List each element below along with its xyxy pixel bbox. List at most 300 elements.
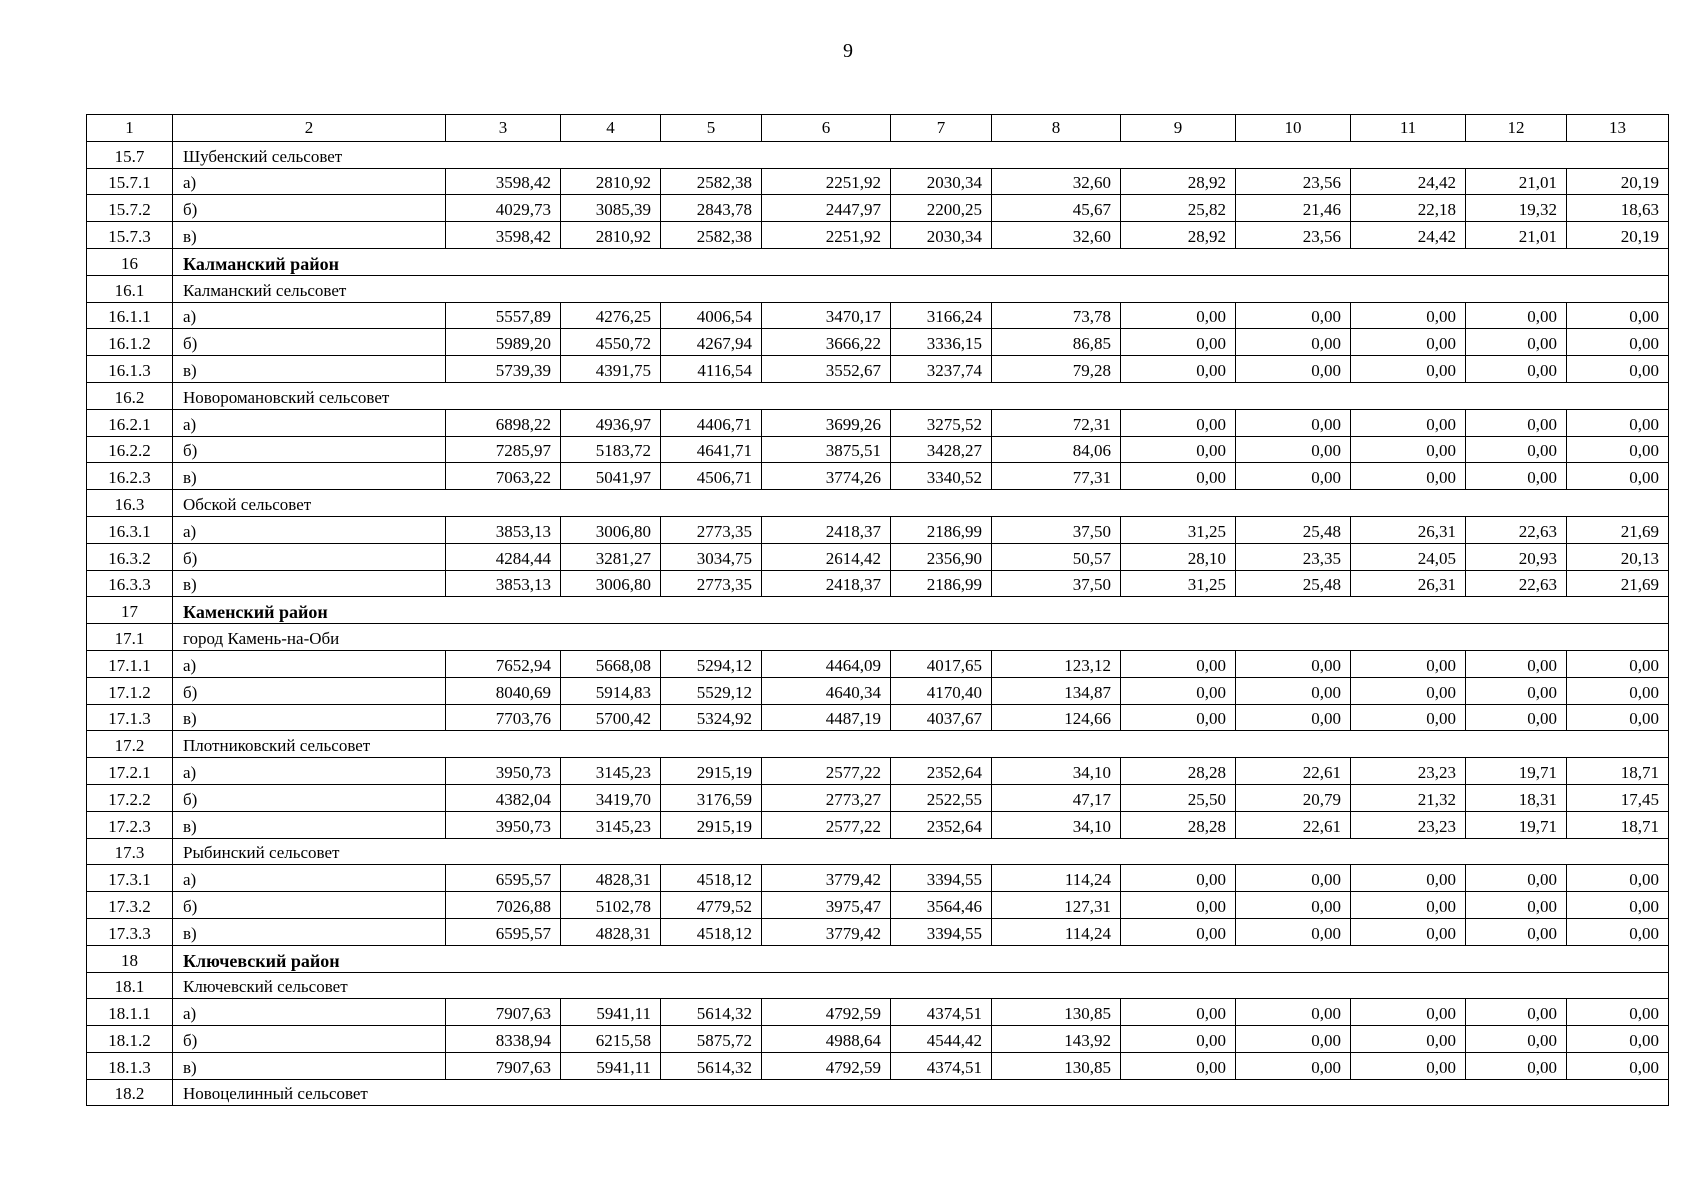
row-code-cell: 17.3 bbox=[87, 838, 173, 865]
value-cell: 123,12 bbox=[992, 650, 1121, 677]
district-row bbox=[87, 597, 1669, 624]
value-cell: 0,00 bbox=[1466, 409, 1567, 436]
row-variant-cell: в) bbox=[173, 463, 446, 490]
table-row bbox=[87, 811, 1669, 838]
value-cell: 0,00 bbox=[1236, 999, 1351, 1026]
value-cell: 2522,55 bbox=[891, 784, 992, 811]
value-cell: 4267,94 bbox=[661, 329, 762, 356]
row-variant-cell: а) bbox=[173, 999, 446, 1026]
row-code-cell: 18.1.2 bbox=[87, 1026, 173, 1053]
value-cell: 0,00 bbox=[1351, 436, 1466, 463]
value-cell: 23,56 bbox=[1236, 222, 1351, 249]
value-cell: 3394,55 bbox=[891, 918, 992, 945]
value-cell: 4550,72 bbox=[561, 329, 661, 356]
table-row bbox=[87, 677, 1669, 704]
page-number: 9 bbox=[843, 40, 853, 62]
value-cell: 25,48 bbox=[1236, 516, 1351, 543]
value-cell: 31,25 bbox=[1121, 570, 1236, 597]
value-cell: 0,00 bbox=[1121, 918, 1236, 945]
value-cell: 2773,35 bbox=[661, 570, 762, 597]
value-cell: 0,00 bbox=[1567, 865, 1669, 892]
value-cell: 114,24 bbox=[992, 918, 1121, 945]
row-variant-cell: в) bbox=[173, 222, 446, 249]
row-code-cell: 18.1.3 bbox=[87, 1052, 173, 1079]
column-header: 5 bbox=[661, 115, 762, 142]
value-cell: 0,00 bbox=[1236, 329, 1351, 356]
value-cell: 4487,19 bbox=[762, 704, 891, 731]
value-cell: 4779,52 bbox=[661, 892, 762, 919]
value-cell: 50,57 bbox=[992, 543, 1121, 570]
row-code-cell: 17.2.1 bbox=[87, 758, 173, 785]
row-variant-cell: в) bbox=[173, 918, 446, 945]
value-cell: 6215,58 bbox=[561, 1026, 661, 1053]
value-cell: 4518,12 bbox=[661, 918, 762, 945]
value-cell: 28,28 bbox=[1121, 811, 1236, 838]
tariff-table bbox=[86, 114, 1669, 1106]
value-cell: 3419,70 bbox=[561, 784, 661, 811]
row-code-cell: 15.7 bbox=[87, 141, 173, 168]
value-cell: 4406,71 bbox=[661, 409, 762, 436]
value-cell: 0,00 bbox=[1121, 436, 1236, 463]
value-cell: 0,00 bbox=[1351, 1052, 1466, 1079]
row-variant-cell: б) bbox=[173, 195, 446, 222]
row-variant-cell: б) bbox=[173, 677, 446, 704]
value-cell: 0,00 bbox=[1121, 892, 1236, 919]
value-cell: 3006,80 bbox=[561, 570, 661, 597]
value-cell: 3598,42 bbox=[446, 168, 561, 195]
value-cell: 19,32 bbox=[1466, 195, 1567, 222]
value-cell: 0,00 bbox=[1236, 1052, 1351, 1079]
column-header: 3 bbox=[446, 115, 561, 142]
settlement-name-cell: Калманский сельсовет bbox=[173, 275, 1669, 302]
row-code-cell: 15.7.2 bbox=[87, 195, 173, 222]
table-row bbox=[87, 463, 1669, 490]
value-cell: 2030,34 bbox=[891, 168, 992, 195]
value-cell: 0,00 bbox=[1351, 650, 1466, 677]
value-cell: 0,00 bbox=[1351, 356, 1466, 383]
section-row bbox=[87, 490, 1669, 517]
section-row bbox=[87, 275, 1669, 302]
value-cell: 7063,22 bbox=[446, 463, 561, 490]
section-row bbox=[87, 731, 1669, 758]
row-code-cell: 16.2.1 bbox=[87, 409, 173, 436]
value-cell: 0,00 bbox=[1466, 892, 1567, 919]
row-code-cell: 17.2.2 bbox=[87, 784, 173, 811]
settlement-name-cell: Шубенский сельсовет bbox=[173, 141, 1669, 168]
value-cell: 0,00 bbox=[1567, 463, 1669, 490]
value-cell: 5183,72 bbox=[561, 436, 661, 463]
value-cell: 0,00 bbox=[1121, 1026, 1236, 1053]
value-cell: 2577,22 bbox=[762, 758, 891, 785]
value-cell: 3034,75 bbox=[661, 543, 762, 570]
value-cell: 5668,08 bbox=[561, 650, 661, 677]
settlement-name-cell: Новоцелинный сельсовет bbox=[173, 1079, 1669, 1106]
value-cell: 0,00 bbox=[1236, 409, 1351, 436]
row-code-cell: 17.1.1 bbox=[87, 650, 173, 677]
value-cell: 0,00 bbox=[1236, 302, 1351, 329]
value-cell: 5875,72 bbox=[661, 1026, 762, 1053]
value-cell: 0,00 bbox=[1466, 302, 1567, 329]
value-cell: 77,31 bbox=[992, 463, 1121, 490]
value-cell: 23,56 bbox=[1236, 168, 1351, 195]
value-cell: 2915,19 bbox=[661, 811, 762, 838]
table-row bbox=[87, 543, 1669, 570]
value-cell: 4518,12 bbox=[661, 865, 762, 892]
row-variant-cell: а) bbox=[173, 650, 446, 677]
row-variant-cell: а) bbox=[173, 516, 446, 543]
value-cell: 0,00 bbox=[1121, 1052, 1236, 1079]
row-code-cell: 15.7.3 bbox=[87, 222, 173, 249]
column-header: 9 bbox=[1121, 115, 1236, 142]
row-code-cell: 18.1.1 bbox=[87, 999, 173, 1026]
value-cell: 72,31 bbox=[992, 409, 1121, 436]
value-cell: 0,00 bbox=[1567, 329, 1669, 356]
value-cell: 3853,13 bbox=[446, 516, 561, 543]
value-cell: 22,63 bbox=[1466, 516, 1567, 543]
row-code-cell: 16.1 bbox=[87, 275, 173, 302]
value-cell: 45,67 bbox=[992, 195, 1121, 222]
value-cell: 21,01 bbox=[1466, 168, 1567, 195]
value-cell: 3281,27 bbox=[561, 543, 661, 570]
value-cell: 37,50 bbox=[992, 570, 1121, 597]
value-cell: 0,00 bbox=[1567, 704, 1669, 731]
column-header: 1 bbox=[87, 115, 173, 142]
value-cell: 18,71 bbox=[1567, 811, 1669, 838]
table-row bbox=[87, 195, 1669, 222]
value-cell: 21,69 bbox=[1567, 570, 1669, 597]
value-cell: 0,00 bbox=[1121, 463, 1236, 490]
row-variant-cell: а) bbox=[173, 409, 446, 436]
value-cell: 4641,71 bbox=[661, 436, 762, 463]
column-header: 10 bbox=[1236, 115, 1351, 142]
value-cell: 26,31 bbox=[1351, 570, 1466, 597]
row-variant-cell: а) bbox=[173, 302, 446, 329]
value-cell: 0,00 bbox=[1236, 865, 1351, 892]
table-row bbox=[87, 302, 1669, 329]
value-cell: 2810,92 bbox=[561, 168, 661, 195]
value-cell: 2915,19 bbox=[661, 758, 762, 785]
table-row bbox=[87, 1026, 1669, 1053]
table-row bbox=[87, 1052, 1669, 1079]
value-cell: 3006,80 bbox=[561, 516, 661, 543]
column-header: 13 bbox=[1567, 115, 1669, 142]
column-header: 4 bbox=[561, 115, 661, 142]
value-cell: 21,46 bbox=[1236, 195, 1351, 222]
value-cell: 0,00 bbox=[1466, 1052, 1567, 1079]
value-cell: 114,24 bbox=[992, 865, 1121, 892]
value-cell: 2614,42 bbox=[762, 543, 891, 570]
value-cell: 130,85 bbox=[992, 999, 1121, 1026]
value-cell: 4988,64 bbox=[762, 1026, 891, 1053]
value-cell: 0,00 bbox=[1466, 999, 1567, 1026]
value-cell: 127,31 bbox=[992, 892, 1121, 919]
value-cell: 4544,42 bbox=[891, 1026, 992, 1053]
value-cell: 22,61 bbox=[1236, 811, 1351, 838]
value-cell: 3875,51 bbox=[762, 436, 891, 463]
value-cell: 84,06 bbox=[992, 436, 1121, 463]
value-cell: 3166,24 bbox=[891, 302, 992, 329]
value-cell: 4792,59 bbox=[762, 999, 891, 1026]
row-code-cell: 18.1 bbox=[87, 972, 173, 999]
row-code-cell: 16.3.1 bbox=[87, 516, 173, 543]
value-cell: 3779,42 bbox=[762, 918, 891, 945]
district-row bbox=[87, 945, 1669, 972]
value-cell: 0,00 bbox=[1567, 999, 1669, 1026]
value-cell: 3774,26 bbox=[762, 463, 891, 490]
value-cell: 0,00 bbox=[1121, 409, 1236, 436]
value-cell: 2418,37 bbox=[762, 516, 891, 543]
value-cell: 0,00 bbox=[1466, 356, 1567, 383]
value-cell: 4382,04 bbox=[446, 784, 561, 811]
value-cell: 7907,63 bbox=[446, 999, 561, 1026]
value-cell: 0,00 bbox=[1236, 1026, 1351, 1053]
value-cell: 5294,12 bbox=[661, 650, 762, 677]
value-cell: 0,00 bbox=[1121, 677, 1236, 704]
row-code-cell: 16.3 bbox=[87, 490, 173, 517]
value-cell: 26,31 bbox=[1351, 516, 1466, 543]
table-row bbox=[87, 516, 1669, 543]
row-code-cell: 17.3.1 bbox=[87, 865, 173, 892]
value-cell: 0,00 bbox=[1567, 1052, 1669, 1079]
value-cell: 4170,40 bbox=[891, 677, 992, 704]
value-cell: 79,28 bbox=[992, 356, 1121, 383]
district-name-cell: Каменский район bbox=[173, 597, 1669, 624]
value-cell: 28,28 bbox=[1121, 758, 1236, 785]
row-code-cell: 17.1.3 bbox=[87, 704, 173, 731]
value-cell: 0,00 bbox=[1466, 463, 1567, 490]
column-header: 7 bbox=[891, 115, 992, 142]
row-code-cell: 15.7.1 bbox=[87, 168, 173, 195]
value-cell: 3336,15 bbox=[891, 329, 992, 356]
table-row bbox=[87, 356, 1669, 383]
table-header-row bbox=[87, 115, 1669, 142]
value-cell: 3428,27 bbox=[891, 436, 992, 463]
settlement-name-cell: Ключевский сельсовет bbox=[173, 972, 1669, 999]
value-cell: 0,00 bbox=[1351, 865, 1466, 892]
value-cell: 0,00 bbox=[1567, 892, 1669, 919]
value-cell: 0,00 bbox=[1236, 677, 1351, 704]
settlement-name-cell: Обской сельсовет bbox=[173, 490, 1669, 517]
row-variant-cell: б) bbox=[173, 892, 446, 919]
value-cell: 6595,57 bbox=[446, 865, 561, 892]
value-cell: 0,00 bbox=[1567, 356, 1669, 383]
value-cell: 0,00 bbox=[1351, 463, 1466, 490]
value-cell: 0,00 bbox=[1567, 302, 1669, 329]
settlement-name-cell: Новоромановский сельсовет bbox=[173, 382, 1669, 409]
table-row bbox=[87, 570, 1669, 597]
row-code-cell: 16.3.3 bbox=[87, 570, 173, 597]
value-cell: 7652,94 bbox=[446, 650, 561, 677]
value-cell: 21,69 bbox=[1567, 516, 1669, 543]
value-cell: 2186,99 bbox=[891, 570, 992, 597]
value-cell: 2447,97 bbox=[762, 195, 891, 222]
value-cell: 21,32 bbox=[1351, 784, 1466, 811]
value-cell: 0,00 bbox=[1236, 650, 1351, 677]
district-name-cell: Ключевский район bbox=[173, 945, 1669, 972]
value-cell: 2352,64 bbox=[891, 758, 992, 785]
value-cell: 32,60 bbox=[992, 168, 1121, 195]
value-cell: 4374,51 bbox=[891, 1052, 992, 1079]
value-cell: 3598,42 bbox=[446, 222, 561, 249]
settlement-name-cell: город Камень-на-Оби bbox=[173, 624, 1669, 651]
value-cell: 2582,38 bbox=[661, 222, 762, 249]
table-row bbox=[87, 704, 1669, 731]
value-cell: 0,00 bbox=[1466, 704, 1567, 731]
value-cell: 28,92 bbox=[1121, 168, 1236, 195]
value-cell: 2200,25 bbox=[891, 195, 992, 222]
value-cell: 25,48 bbox=[1236, 570, 1351, 597]
value-cell: 18,31 bbox=[1466, 784, 1567, 811]
value-cell: 20,19 bbox=[1567, 168, 1669, 195]
value-cell: 5614,32 bbox=[661, 999, 762, 1026]
row-code-cell: 16 bbox=[87, 248, 173, 275]
value-cell: 7907,63 bbox=[446, 1052, 561, 1079]
value-cell: 0,00 bbox=[1121, 329, 1236, 356]
value-cell: 130,85 bbox=[992, 1052, 1121, 1079]
value-cell: 0,00 bbox=[1236, 436, 1351, 463]
value-cell: 0,00 bbox=[1236, 356, 1351, 383]
value-cell: 2810,92 bbox=[561, 222, 661, 249]
section-row bbox=[87, 972, 1669, 999]
value-cell: 5614,32 bbox=[661, 1052, 762, 1079]
value-cell: 4374,51 bbox=[891, 999, 992, 1026]
row-code-cell: 17.2.3 bbox=[87, 811, 173, 838]
value-cell: 3394,55 bbox=[891, 865, 992, 892]
value-cell: 4116,54 bbox=[661, 356, 762, 383]
value-cell: 19,71 bbox=[1466, 811, 1567, 838]
value-cell: 5989,20 bbox=[446, 329, 561, 356]
value-cell: 3275,52 bbox=[891, 409, 992, 436]
value-cell: 8040,69 bbox=[446, 677, 561, 704]
settlement-name-cell: Рыбинский сельсовет bbox=[173, 838, 1669, 865]
value-cell: 5739,39 bbox=[446, 356, 561, 383]
value-cell: 22,61 bbox=[1236, 758, 1351, 785]
value-cell: 0,00 bbox=[1466, 918, 1567, 945]
value-cell: 0,00 bbox=[1567, 409, 1669, 436]
value-cell: 0,00 bbox=[1466, 329, 1567, 356]
value-cell: 3950,73 bbox=[446, 811, 561, 838]
value-cell: 24,42 bbox=[1351, 222, 1466, 249]
row-variant-cell: в) bbox=[173, 811, 446, 838]
value-cell: 0,00 bbox=[1121, 704, 1236, 731]
section-row bbox=[87, 141, 1669, 168]
value-cell: 5941,11 bbox=[561, 1052, 661, 1079]
value-cell: 22,18 bbox=[1351, 195, 1466, 222]
value-cell: 86,85 bbox=[992, 329, 1121, 356]
value-cell: 3552,67 bbox=[762, 356, 891, 383]
value-cell: 2356,90 bbox=[891, 543, 992, 570]
value-cell: 5041,97 bbox=[561, 463, 661, 490]
row-variant-cell: в) bbox=[173, 704, 446, 731]
row-variant-cell: в) bbox=[173, 1052, 446, 1079]
value-cell: 3779,42 bbox=[762, 865, 891, 892]
row-code-cell: 18.2 bbox=[87, 1079, 173, 1106]
settlement-name-cell: Плотниковский сельсовет bbox=[173, 731, 1669, 758]
column-header: 12 bbox=[1466, 115, 1567, 142]
value-cell: 0,00 bbox=[1466, 677, 1567, 704]
value-cell: 3340,52 bbox=[891, 463, 992, 490]
value-cell: 0,00 bbox=[1351, 918, 1466, 945]
row-code-cell: 16.2.3 bbox=[87, 463, 173, 490]
value-cell: 7703,76 bbox=[446, 704, 561, 731]
value-cell: 25,50 bbox=[1121, 784, 1236, 811]
table-row bbox=[87, 784, 1669, 811]
value-cell: 7285,97 bbox=[446, 436, 561, 463]
value-cell: 47,17 bbox=[992, 784, 1121, 811]
value-cell: 5102,78 bbox=[561, 892, 661, 919]
value-cell: 0,00 bbox=[1567, 918, 1669, 945]
value-cell: 3176,59 bbox=[661, 784, 762, 811]
value-cell: 28,10 bbox=[1121, 543, 1236, 570]
value-cell: 0,00 bbox=[1351, 677, 1466, 704]
table-row bbox=[87, 758, 1669, 785]
value-cell: 32,60 bbox=[992, 222, 1121, 249]
value-cell: 28,92 bbox=[1121, 222, 1236, 249]
value-cell: 37,50 bbox=[992, 516, 1121, 543]
row-variant-cell: б) bbox=[173, 543, 446, 570]
value-cell: 2582,38 bbox=[661, 168, 762, 195]
row-code-cell: 17.1 bbox=[87, 624, 173, 651]
value-cell: 0,00 bbox=[1466, 865, 1567, 892]
table-row bbox=[87, 918, 1669, 945]
value-cell: 0,00 bbox=[1351, 999, 1466, 1026]
value-cell: 0,00 bbox=[1121, 865, 1236, 892]
value-cell: 2352,64 bbox=[891, 811, 992, 838]
row-code-cell: 17.1.2 bbox=[87, 677, 173, 704]
table-row bbox=[87, 892, 1669, 919]
table-row bbox=[87, 329, 1669, 356]
value-cell: 4828,31 bbox=[561, 865, 661, 892]
value-cell: 20,13 bbox=[1567, 543, 1669, 570]
row-code-cell: 16.2.2 bbox=[87, 436, 173, 463]
value-cell: 4284,44 bbox=[446, 543, 561, 570]
row-variant-cell: б) bbox=[173, 436, 446, 463]
value-cell: 73,78 bbox=[992, 302, 1121, 329]
value-cell: 4276,25 bbox=[561, 302, 661, 329]
value-cell: 2251,92 bbox=[762, 168, 891, 195]
table-row bbox=[87, 865, 1669, 892]
table-row bbox=[87, 409, 1669, 436]
row-variant-cell: б) bbox=[173, 329, 446, 356]
value-cell: 0,00 bbox=[1121, 302, 1236, 329]
table-row bbox=[87, 168, 1669, 195]
value-cell: 0,00 bbox=[1351, 892, 1466, 919]
value-cell: 0,00 bbox=[1466, 650, 1567, 677]
district-name-cell: Калманский район bbox=[173, 248, 1669, 275]
value-cell: 23,23 bbox=[1351, 758, 1466, 785]
value-cell: 4029,73 bbox=[446, 195, 561, 222]
row-variant-cell: б) bbox=[173, 1026, 446, 1053]
value-cell: 20,19 bbox=[1567, 222, 1669, 249]
value-cell: 2773,35 bbox=[661, 516, 762, 543]
value-cell: 5700,42 bbox=[561, 704, 661, 731]
value-cell: 0,00 bbox=[1351, 302, 1466, 329]
value-cell: 0,00 bbox=[1567, 1026, 1669, 1053]
row-variant-cell: а) bbox=[173, 758, 446, 785]
value-cell: 0,00 bbox=[1351, 409, 1466, 436]
value-cell: 3564,46 bbox=[891, 892, 992, 919]
section-row bbox=[87, 838, 1669, 865]
table-row bbox=[87, 222, 1669, 249]
row-variant-cell: а) bbox=[173, 168, 446, 195]
value-cell: 143,92 bbox=[992, 1026, 1121, 1053]
value-cell: 34,10 bbox=[992, 811, 1121, 838]
value-cell: 124,66 bbox=[992, 704, 1121, 731]
value-cell: 0,00 bbox=[1466, 436, 1567, 463]
value-cell: 0,00 bbox=[1567, 677, 1669, 704]
value-cell: 4006,54 bbox=[661, 302, 762, 329]
value-cell: 25,82 bbox=[1121, 195, 1236, 222]
